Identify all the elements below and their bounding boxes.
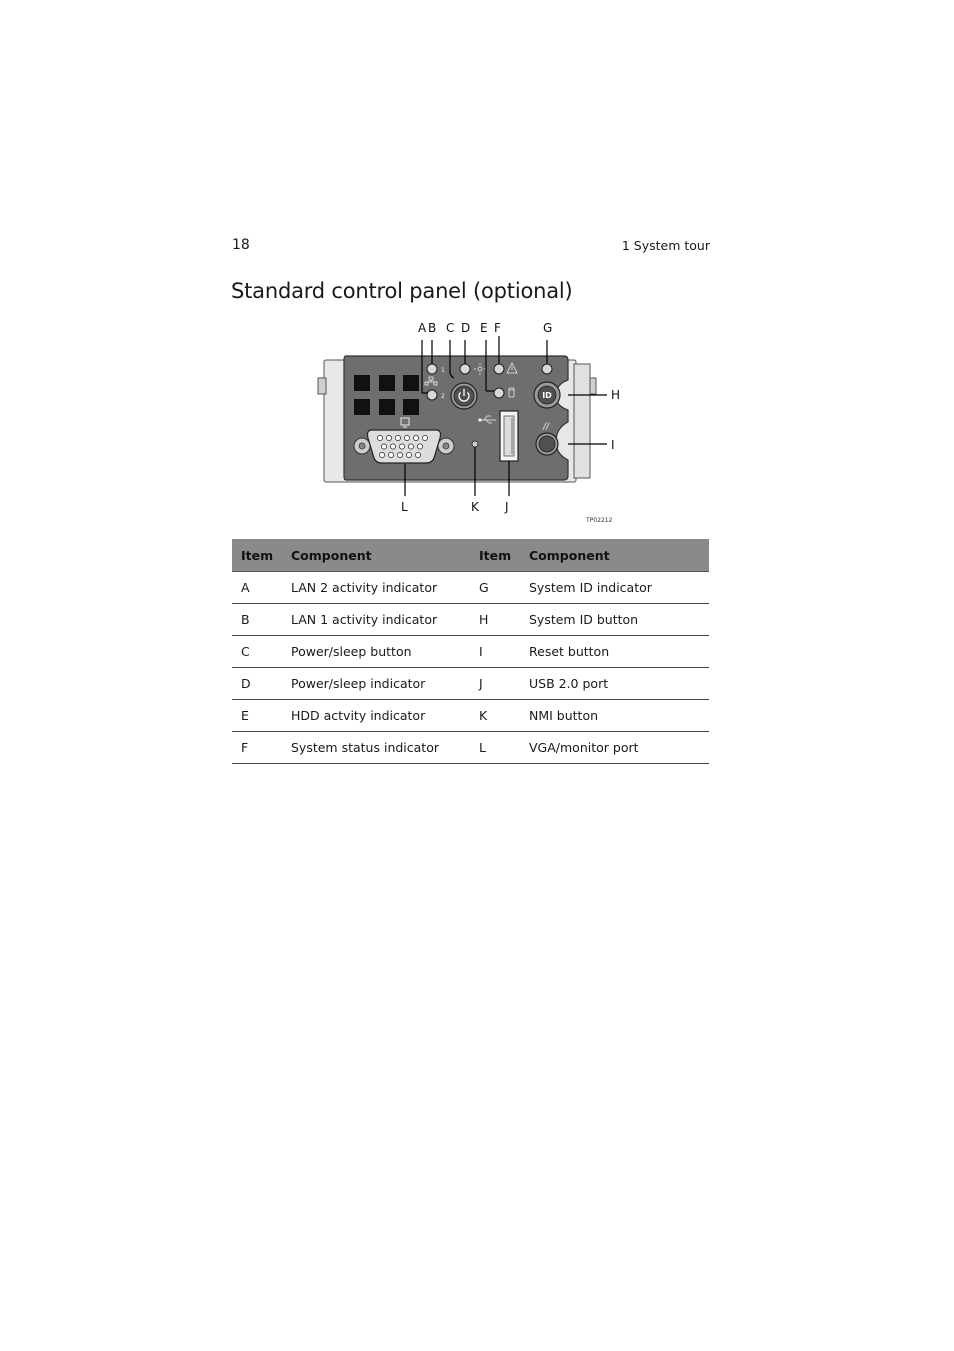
component-cell: System ID button	[520, 604, 709, 636]
reset-glyph: //	[543, 422, 550, 432]
component-cell: NMI button	[520, 700, 709, 732]
callout-d: D	[461, 321, 471, 335]
power-led	[460, 364, 470, 374]
callout-a: A	[418, 321, 427, 335]
bezel-right-edge	[574, 364, 590, 478]
callout-l: L	[401, 500, 408, 514]
callout-e: E	[480, 321, 488, 335]
figure-code: TP02212	[586, 517, 613, 524]
id-led	[542, 364, 552, 374]
component-cell: System status indicator	[282, 732, 470, 764]
table-row	[232, 636, 709, 668]
header-item: Item	[232, 539, 282, 572]
control-panel-diagram	[310, 318, 640, 528]
lan1-led	[427, 364, 437, 374]
item-cell: K	[470, 700, 520, 732]
callout-k: K	[471, 500, 479, 514]
control-panel-figure	[310, 318, 640, 528]
component-cell: LAN 1 activity indicator	[282, 604, 470, 636]
callout-i: I	[611, 438, 615, 452]
page-number: 18	[232, 237, 250, 253]
table-header-row	[232, 539, 709, 572]
callout-j: J	[505, 500, 509, 514]
item-cell: G	[470, 572, 520, 604]
component-cell: System ID indicator	[520, 572, 709, 604]
callout-c: C	[446, 321, 455, 335]
item-cell: C	[232, 636, 282, 668]
status-led	[494, 364, 504, 374]
lan1-label: 1	[441, 367, 445, 374]
component-cell: HDD actvity indicator	[282, 700, 470, 732]
component-cell: VGA/monitor port	[520, 732, 709, 764]
component-cell: Reset button	[520, 636, 709, 668]
vent-square	[379, 375, 395, 391]
callout-h: H	[611, 388, 621, 402]
item-cell: E	[232, 700, 282, 732]
lan2-label: 2	[441, 393, 445, 400]
lan2-led	[427, 390, 437, 400]
callout-g: G	[543, 321, 553, 335]
header-item: Item	[470, 539, 520, 572]
component-cell: Power/sleep indicator	[282, 668, 470, 700]
running-head: 1 System tour	[621, 238, 710, 253]
table-row	[232, 604, 709, 636]
component-cell: LAN 2 activity indicator	[282, 572, 470, 604]
table-row	[232, 668, 709, 700]
item-cell: F	[232, 732, 282, 764]
header-component: Component	[282, 539, 470, 572]
section-title: Standard control panel (optional)	[231, 279, 573, 303]
item-cell: I	[470, 636, 520, 668]
nmi-button	[472, 441, 478, 447]
item-cell: B	[232, 604, 282, 636]
component-table	[232, 539, 709, 764]
item-cell: J	[470, 668, 520, 700]
item-cell: D	[232, 668, 282, 700]
component-cell: Power/sleep button	[282, 636, 470, 668]
header-component: Component	[520, 539, 709, 572]
table-row	[232, 700, 709, 732]
vent-square	[403, 399, 419, 415]
callout-b: B	[428, 321, 437, 335]
vent-square	[403, 375, 419, 391]
item-cell: A	[232, 572, 282, 604]
left-latch	[318, 378, 326, 394]
callout-f: F	[494, 321, 501, 335]
vent-square	[354, 399, 370, 415]
vent-square	[379, 399, 395, 415]
component-cell: USB 2.0 port	[520, 668, 709, 700]
item-cell: L	[470, 732, 520, 764]
table-row	[232, 732, 709, 764]
vent-square	[354, 375, 370, 391]
table-row	[232, 572, 709, 604]
item-cell: H	[470, 604, 520, 636]
id-button-label: ID	[542, 391, 552, 400]
hdd-led	[494, 388, 504, 398]
